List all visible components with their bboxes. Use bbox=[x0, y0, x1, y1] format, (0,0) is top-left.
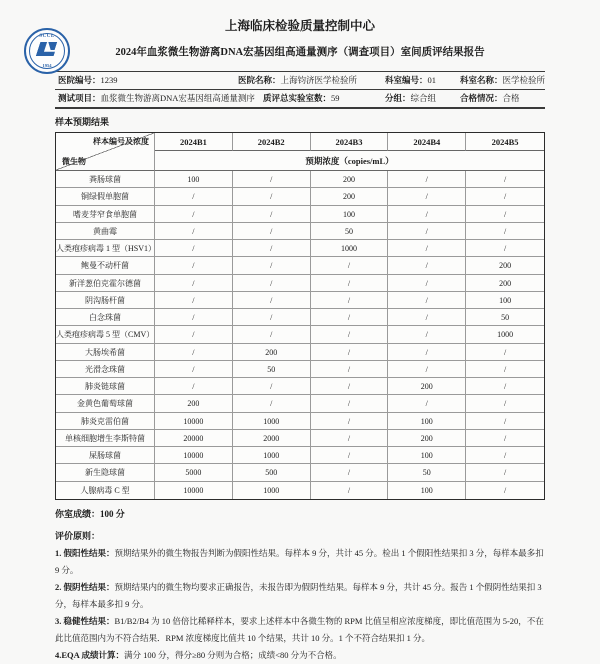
concentration-value-cell: / bbox=[388, 326, 466, 343]
concentration-value-cell: 10000 bbox=[155, 413, 233, 430]
score-value: 100 分 bbox=[100, 508, 125, 519]
principle-label: 4.EQA 成绩计算： bbox=[55, 649, 124, 660]
sample-column-header: 2024B3 bbox=[311, 133, 389, 151]
info-field bbox=[58, 90, 255, 107]
expected-results-table bbox=[55, 132, 545, 500]
concentration-value-cell: / bbox=[466, 344, 544, 361]
concentration-value-cell: 200 bbox=[388, 430, 466, 447]
concentration-value-cell: 100 bbox=[155, 171, 233, 188]
info-field-value: 血浆微生物游离DNA宏基因组高通量测序 bbox=[100, 93, 255, 103]
concentration-value-cell: 50 bbox=[311, 223, 389, 240]
principle-label: 1. 假阳性结果： bbox=[55, 547, 115, 558]
principles-list bbox=[0, 545, 600, 664]
concentration-value-cell: / bbox=[233, 240, 311, 257]
concentration-value-cell: / bbox=[311, 275, 389, 292]
organism-name-cell: 肺炎链球菌 bbox=[56, 378, 155, 395]
concentration-value-cell: / bbox=[311, 361, 389, 378]
sample-column-header: 2024B4 bbox=[388, 133, 466, 151]
concentration-value-cell: / bbox=[311, 326, 389, 343]
concentration-value-cell: / bbox=[233, 257, 311, 274]
principle-item bbox=[55, 613, 547, 647]
concentration-value-cell: 50 bbox=[466, 309, 544, 326]
concentration-value-cell: / bbox=[311, 430, 389, 447]
concentration-value-cell: 100 bbox=[466, 292, 544, 309]
concentration-value-cell: / bbox=[233, 171, 311, 188]
logo-acronym: SCCL bbox=[39, 34, 55, 39]
concentration-value-cell: 1000 bbox=[233, 482, 311, 499]
concentration-value-cell: 200 bbox=[311, 171, 389, 188]
organism-name-cell: 人腺病毒 C 型 bbox=[56, 482, 155, 499]
concentration-value-cell: / bbox=[155, 257, 233, 274]
info-field-value: 合格 bbox=[502, 93, 520, 103]
sample-column-header: 2024B1 bbox=[155, 133, 233, 151]
principle-text: 预期结果外的微生物报告判断为假阳性结果。每样本 9 分，共计 45 分。检出 1 个假阳性结果扣 3 分，每样本最多扣 9 分。 bbox=[55, 547, 544, 575]
concentration-value-cell: 5000 bbox=[155, 464, 233, 481]
concentration-value-cell: 10000 bbox=[155, 482, 233, 499]
concentration-value-cell: / bbox=[466, 395, 544, 412]
principle-text: 预期结果内的微生物均要求正确报告，未报告即为假阴性结果。每样本 9 分，共计 45 分。报告 1 个假阴性结果扣 3 分，每样本最多扣 9 分。 bbox=[55, 581, 542, 609]
concentration-value-cell: / bbox=[466, 361, 544, 378]
info-field bbox=[58, 72, 118, 89]
info-field bbox=[460, 72, 545, 89]
concentration-value-cell: 200 bbox=[466, 257, 544, 274]
info-row-1 bbox=[55, 72, 545, 90]
concentration-value-cell: / bbox=[155, 344, 233, 361]
info-field-value: 综合组 bbox=[410, 93, 437, 103]
concentration-value-cell: / bbox=[155, 240, 233, 257]
organism-name-cell: 阴沟肠杆菌 bbox=[56, 292, 155, 309]
organism-name-cell: 人类疱疹病毒 1 型（HSV1） bbox=[56, 240, 155, 257]
organism-name-cell: 金黄色葡萄球菌 bbox=[56, 395, 155, 412]
organism-name-cell: 新生隐球菌 bbox=[56, 464, 155, 481]
organism-name-cell: 屎肠球菌 bbox=[56, 447, 155, 464]
concentration-value-cell: / bbox=[466, 188, 544, 205]
concentration-value-cell: / bbox=[233, 188, 311, 205]
info-field-label: 合格情况： bbox=[460, 93, 503, 103]
concentration-value-cell: / bbox=[155, 223, 233, 240]
concentration-value-cell: 2000 bbox=[233, 430, 311, 447]
concentration-value-cell: 200 bbox=[388, 378, 466, 395]
organism-name-cell: 嗜麦芽窄食单胞菌 bbox=[56, 206, 155, 223]
info-field-label: 科室名称： bbox=[460, 75, 503, 85]
corner-label-sample: 样本编号及浓度 bbox=[93, 137, 149, 146]
report-info-table bbox=[55, 71, 545, 109]
concentration-value-cell: / bbox=[155, 326, 233, 343]
score-label: 你室成绩： bbox=[55, 508, 101, 519]
concentration-value-cell: / bbox=[388, 344, 466, 361]
concentration-value-cell: 500 bbox=[233, 464, 311, 481]
concentration-value-cell: 1000 bbox=[311, 240, 389, 257]
sccl-seal-logo-icon bbox=[24, 28, 70, 74]
concentration-value-cell: / bbox=[233, 292, 311, 309]
concentration-value-cell: / bbox=[311, 257, 389, 274]
concentration-value-cell: / bbox=[466, 464, 544, 481]
info-field-value: 1239 bbox=[100, 75, 118, 85]
concentration-value-cell: / bbox=[466, 378, 544, 395]
info-field bbox=[385, 72, 436, 89]
principle-item bbox=[55, 545, 547, 579]
organism-name-cell: 粪肠球菌 bbox=[56, 171, 155, 188]
info-field-value: 医学检验所 bbox=[502, 75, 546, 85]
organism-name-cell: 大肠埃希菌 bbox=[56, 344, 155, 361]
concentration-value-cell: / bbox=[311, 309, 389, 326]
principle-text: B1/B2/B4 为 10 倍倍比稀释样本，要求上述样本中各微生物的 RPM 比值呈相应浓度梯度，即比值范围为 5-20，不在此比值范围内为不符合结果．RPM 浓度梯度比值共 10 个结果，共计 10 分。1 个不符合结果扣 1 分。 bbox=[55, 615, 544, 643]
info-field-value: 59 bbox=[331, 93, 340, 103]
concentration-value-cell: / bbox=[233, 206, 311, 223]
info-field bbox=[238, 72, 357, 89]
concentration-value-cell: / bbox=[466, 447, 544, 464]
organism-name-cell: 白念珠菌 bbox=[56, 309, 155, 326]
organism-name-cell: 肺炎克雷伯菌 bbox=[56, 413, 155, 430]
concentration-value-cell: / bbox=[466, 413, 544, 430]
info-field-value: 01 bbox=[427, 75, 437, 85]
organism-name-cell: 人类疱疹病毒 5 型（CMV） bbox=[56, 326, 155, 343]
concentration-value-cell: / bbox=[155, 206, 233, 223]
concentration-value-cell: / bbox=[388, 240, 466, 257]
concentration-value-cell: 20000 bbox=[155, 430, 233, 447]
concentration-value-cell: / bbox=[311, 482, 389, 499]
concentration-value-cell: 1000 bbox=[233, 447, 311, 464]
org-title: 上海临床检验质量控制中心 bbox=[224, 19, 375, 33]
concentration-value-cell: / bbox=[388, 206, 466, 223]
sample-column-header: 2024B2 bbox=[233, 133, 311, 151]
info-field bbox=[385, 90, 436, 107]
concentration-value-cell: / bbox=[388, 188, 466, 205]
concentration-value-cell: / bbox=[311, 464, 389, 481]
concentration-value-cell: / bbox=[466, 240, 544, 257]
info-row-2 bbox=[55, 90, 545, 107]
info-field-label: 科室编号： bbox=[385, 75, 428, 85]
sample-column-header: 2024B5 bbox=[466, 133, 544, 151]
table-corner-cell bbox=[56, 133, 155, 171]
concentration-value-cell: 200 bbox=[311, 188, 389, 205]
concentration-value-cell: / bbox=[311, 378, 389, 395]
concentration-value-cell: 100 bbox=[388, 482, 466, 499]
concentration-value-cell: / bbox=[503, 485, 507, 495]
concentration-value-cell: / bbox=[388, 361, 466, 378]
concentration-value-cell: / bbox=[155, 275, 233, 292]
concentration-value-cell: / bbox=[388, 292, 466, 309]
concentration-value-cell: / bbox=[388, 395, 466, 412]
info-field-label: 医院编号： bbox=[58, 75, 101, 85]
concentration-value-cell: 1000 bbox=[233, 413, 311, 430]
concentration-value-cell: / bbox=[233, 395, 311, 412]
concentration-value-cell: / bbox=[233, 275, 311, 292]
concentration-value-cell: 200 bbox=[233, 344, 311, 361]
concentration-value-cell: / bbox=[233, 309, 311, 326]
concentration-value-cell: 100 bbox=[388, 413, 466, 430]
concentration-value-cell: 1000 bbox=[466, 326, 544, 343]
organism-name-cell: 黄曲霉 bbox=[56, 223, 155, 240]
principle-label: 2. 假阴性结果： bbox=[55, 581, 115, 592]
section-title-expected-results: 样本预期结果 bbox=[55, 117, 110, 127]
principle-label: 3. 稳健性结果： bbox=[55, 615, 115, 626]
your-lab-score bbox=[55, 507, 600, 520]
concentration-value-cell: / bbox=[311, 395, 389, 412]
principle-item bbox=[55, 647, 547, 664]
concentration-value-cell: / bbox=[388, 223, 466, 240]
concentration-value-cell: 50 bbox=[233, 361, 311, 378]
report-title: 2024年血浆微生物游离DNA宏基因组高通量测序（调查项目）室间质评结果报告 bbox=[115, 47, 485, 58]
logo-year: 1954 bbox=[42, 63, 52, 68]
concentration-value-cell: / bbox=[388, 275, 466, 292]
concentration-value-cell: / bbox=[466, 430, 544, 447]
concentration-value-cell: 200 bbox=[155, 395, 233, 412]
concentration-value-cell: / bbox=[466, 206, 544, 223]
concentration-value-cell: / bbox=[466, 171, 544, 188]
concentration-value-cell: / bbox=[466, 223, 544, 240]
concentration-value-cell: / bbox=[233, 378, 311, 395]
concentration-value-cell: / bbox=[233, 223, 311, 240]
info-field-value: 上海钧济医学检验所 bbox=[280, 75, 358, 85]
concentration-value-cell: / bbox=[388, 171, 466, 188]
info-field-label: 医院名称： bbox=[238, 75, 281, 85]
info-field-label: 测试项目： bbox=[58, 93, 101, 103]
concentration-value-cell: 100 bbox=[311, 206, 389, 223]
info-field bbox=[263, 90, 340, 107]
concentration-value-cell: 50 bbox=[388, 464, 466, 481]
concentration-value-cell: / bbox=[155, 188, 233, 205]
concentration-value-cell: / bbox=[155, 361, 233, 378]
concentration-value-cell: / bbox=[311, 292, 389, 309]
concentration-value-cell: / bbox=[311, 344, 389, 361]
concentration-value-cell: / bbox=[388, 257, 466, 274]
principles-title: 评价原则： bbox=[55, 530, 101, 541]
organism-name-cell: 新洋葱伯克霍尔德菌 bbox=[56, 275, 155, 292]
concentration-value-cell: 10000 bbox=[155, 447, 233, 464]
concentration-value-cell: 100 bbox=[388, 447, 466, 464]
subheader-expected-concentration: 预期浓度（copies/mL） bbox=[155, 151, 544, 171]
organism-name-cell: 鲍曼不动杆菌 bbox=[56, 257, 155, 274]
organism-name-cell: 铜绿假单胞菌 bbox=[56, 188, 155, 205]
info-field-label: 分组： bbox=[385, 93, 411, 103]
report-page bbox=[0, 16, 600, 660]
corner-label-microbe: 微生物 bbox=[62, 157, 86, 166]
organism-name-cell: 光滑念珠菌 bbox=[56, 361, 155, 378]
principle-text: 满分 100 分，得分≥80 分则为合格；成绩<80 分为不合格。 bbox=[123, 649, 342, 660]
info-field-label: 质评总实验室数： bbox=[263, 93, 332, 103]
principle-item bbox=[55, 579, 547, 613]
concentration-value-cell: / bbox=[388, 309, 466, 326]
concentration-value-cell: / bbox=[155, 309, 233, 326]
concentration-value-cell: / bbox=[311, 447, 389, 464]
concentration-value-cell: / bbox=[311, 413, 389, 430]
concentration-value-cell: / bbox=[155, 292, 233, 309]
concentration-value-cell: / bbox=[233, 326, 311, 343]
concentration-value-cell: / bbox=[155, 378, 233, 395]
info-field bbox=[460, 90, 520, 107]
organism-name-cell: 单核细胞增生李斯特菌 bbox=[56, 430, 155, 447]
concentration-value-cell: 200 bbox=[466, 275, 544, 292]
